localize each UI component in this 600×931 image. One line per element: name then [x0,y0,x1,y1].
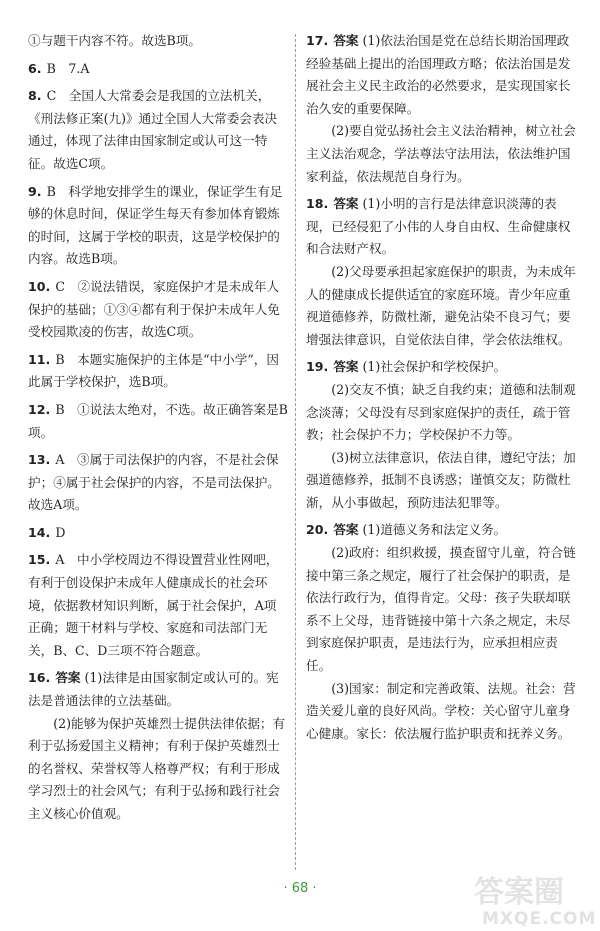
answer-item [306,193,576,351]
answer-text: (2)政府：组织救援，摸查留守儿童，符合链接中第三条之规定，履行了社会保护的职责，是依法行政行为，值得肯定。父母：孩子失联却联系不上父母，违背链接中第十六条之规定，未尽到家庭保护职责，是违法行为，应承担相应责任。 [306,545,576,674]
answer-text: (2)交友不慎；缺乏自我约束；道德和法制观念淡薄；父母没有尽到家庭保护的责任，疏于管教；社会保护不力；学校保护不力等。 [306,381,576,443]
right-column [306,30,576,750]
answer-item [28,276,288,344]
answer-text: (1)社会保护和学校保护。 [362,359,507,375]
answer-item [28,30,288,53]
answer-paragraph [28,30,288,53]
question-number: 17. [306,33,329,48]
answer-item [28,667,288,825]
answer-label: 答案 [333,522,359,538]
question-number: 9. [28,183,42,199]
question-number: 18. [306,196,329,212]
answer-paragraph [28,449,288,517]
answer-text: (1)依法治国是党在总结长期治国理政经验基础上提出的治国理政方略；依法治国是发展社会主义民主政治的必然要求，是实现国家长治久安的重要保障。 [306,33,571,116]
question-number: 14. [28,524,51,540]
question-number: 20. [306,522,329,538]
answer-item [306,30,576,188]
answer-item [28,58,288,81]
watermark-logo [468,868,596,928]
answer-paragraph [28,399,288,444]
answer-paragraph [306,678,576,746]
answer-item [28,522,288,545]
answer-item [28,349,288,394]
question-number: 8. [28,88,42,104]
answer-paragraph [28,713,288,826]
page-number: · 68 · [283,881,317,896]
answer-paragraph [306,261,576,351]
answer-paragraph [28,522,288,545]
answer-text: A 中小学校周边不得设置营业性网吧，有利于创设保护未成年人健康成长的社会环境，依据教材知识判断，属于社会保护，A项正确；题干材料与学校、家庭和司法部门无关，B、C、D三项不符合题意。 [28,552,279,658]
answer-text: B 科学地安排学生的课业，保证学生有足够的休息时间，保证学生每天有参加体育锻炼的时间，这属于学校的职责，这是学校保护的内容。故选B项。 [28,183,283,267]
answer-paragraph [306,120,576,188]
answer-paragraph [28,181,288,271]
question-number: 12. [28,401,51,417]
answer-text: C 全国人大常委会是我国的立法机关，《刑法修正案(九)》通过全国人大常委会表决通过，体现了法律由国家制定或认可这一特征。故选C项。 [28,88,278,171]
answer-text: B ①说法太绝对，不选。故正确答案是B项。 [28,401,288,440]
answer-paragraph [28,349,288,394]
answer-text: C ②说法错误，家庭保护才是未成年人保护的基础；①③④都有利于保护未成年人免受校园欺凌的伤害，故选C项。 [28,278,280,340]
watermark-title: 答案圈 [474,875,564,910]
answer-text: (1)法律是由国家制定或认可的。宪法是普通法律的立法基础。 [28,670,279,709]
answer-item [28,549,288,662]
answer-text: (2)能够为保护英雄烈士提供法律依据；有利于弘扬爱国主义精神；有利于保护英雄烈士的名誉权、荣誉权等人格尊严权；有利于形成学习烈士的社会风气；有利于弘扬和践行社会主义核心价值观。 [28,715,286,821]
answer-item [306,519,576,745]
answer-paragraph [306,356,576,379]
answer-paragraph [28,549,288,662]
answer-text: B 本题实施保护的主体是“中小学”，因此属于学校保护，选B项。 [28,351,279,390]
answer-label: 答案 [333,33,359,48]
answer-item [28,85,288,175]
answer-label: 答案 [333,196,359,212]
answer-paragraph [306,193,576,261]
answer-paragraph [306,447,576,515]
answer-paragraph [28,276,288,344]
answer-paragraph [28,667,288,712]
answer-label: 答案 [55,670,81,686]
answer-paragraph [306,519,576,542]
question-number: 10. [28,278,51,294]
question-number: 6. [28,60,42,76]
answer-text: D [55,524,66,540]
answer-text: (1)小明的言行是法律意识淡薄的表现，已经侵犯了小伟的人身自由权、生命健康权和合法财产权。 [306,196,571,257]
answer-paragraph [306,542,576,678]
answer-paragraph [28,85,288,175]
question-number: 11. [28,351,51,367]
answer-label: 答案 [333,359,359,375]
answer-text: (2)父母要承担起家庭保护的职责，为未成年人的健康成长提供适宜的家庭环境。青少年应重视道德修养，防微杜渐，避免沾染不良习气；要增强法律意识，自觉依法自律，学会依法维权。 [306,263,576,347]
question-number: 19. [306,359,329,375]
watermark-url: MXQE.COM [482,909,596,928]
answer-item [28,399,288,444]
answer-text: ①与题干内容不符。故选B项。 [28,33,201,48]
question-number: 16. [28,670,51,686]
answer-text: (1)道德义务和法定义务。 [362,522,507,538]
question-number: 13. [28,452,51,468]
answer-text: A ③属于司法保护的内容，不是社会保护；④属于社会保护的内容，不是司法保护。故选A项。 [28,452,280,513]
answer-text: (2)要自觉弘扬社会主义法治精神，树立社会主义法治观念，学法尊法守法用法，依法维护国家利益，依法规范自身行为。 [306,123,576,184]
answer-text: (3)树立法律意识，依法自律，遵纪守法；加强道德修养，抵制不良诱惑；谨慎交友；防微杜渐，从小事做起，预防违法犯罪等。 [306,449,576,510]
answer-text: (3)国家：制定和完善政策、法规。社会：营造关爱儿童的良好风尚。学校：关心留守儿童身心健康。家长：依法履行监护职责和抚养义务。 [306,680,576,741]
answer-paragraph [306,30,576,120]
left-column [28,30,288,831]
answer-paragraph [306,379,576,447]
question-number: 15. [28,552,51,568]
answer-item [28,181,288,271]
column-divider [295,34,296,870]
answer-item [28,449,288,517]
answer-paragraph [28,58,288,81]
answer-text: B 7.A [46,60,90,76]
answer-item [306,356,576,514]
